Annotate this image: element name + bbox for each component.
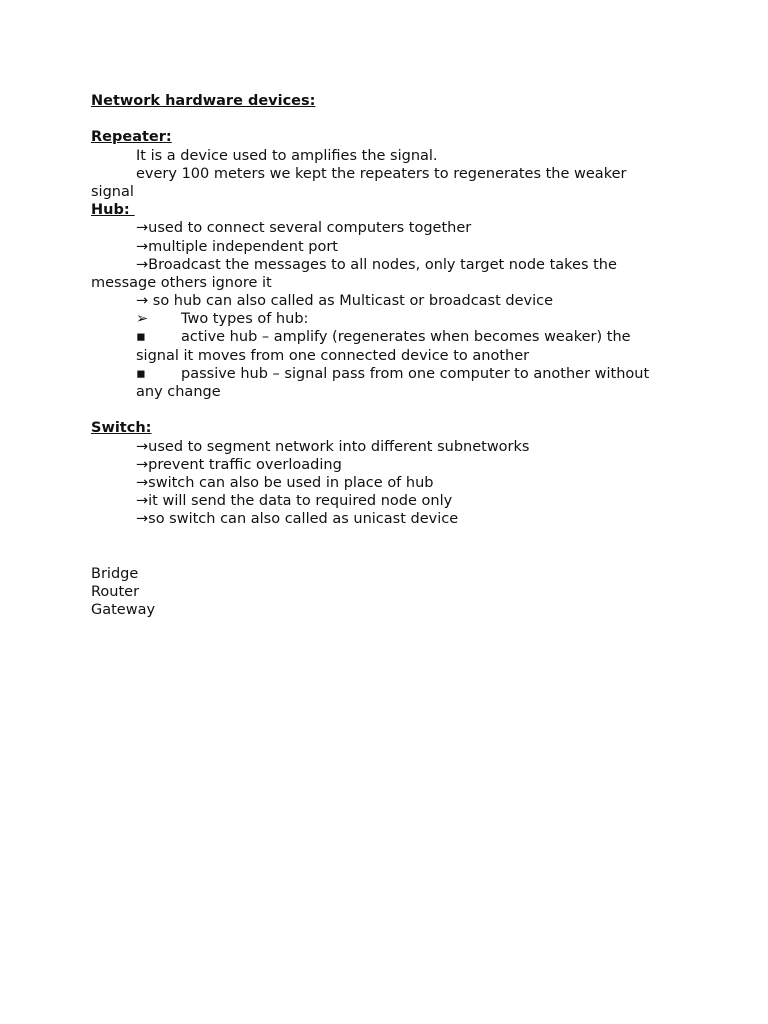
device-gateway: Gateway [91,602,156,619]
hub-item-wrap: message others ignore it [91,274,272,291]
switch-item: →switch can also be used in place of hub [136,474,434,491]
repeater-line-wrap: signal [91,183,134,200]
square-bullet-icon: ▪ [136,365,146,382]
repeater-heading: Repeater: [91,129,172,146]
blank-line [91,110,681,128]
device-router: Router [91,584,140,601]
active-hub-item [91,328,681,346]
device-bridge: Bridge [91,565,139,582]
hub-heading: Hub: [91,202,135,219]
arrowhead-bullet-icon: ➢ [136,311,149,328]
square-bullet-icon: ▪ [136,329,146,346]
passive-hub-wrap: any change [136,384,221,400]
passive-hub-text: passive hub – signal pass from one computer to another without [181,365,650,382]
blank-line [91,529,681,547]
document-title: Network hardware devices: [91,93,316,109]
repeater-line: every 100 meters we kept the repeaters to regenerates the weaker [136,165,627,182]
hub-item: →multiple independent port [136,238,338,255]
switch-item: →so switch can also called as unicast device [136,511,459,528]
switch-item: →prevent traffic overloading [136,456,342,473]
hub-types-item [91,310,681,328]
blank-line [91,547,681,565]
hub-item: → so hub can also called as Multicast or broadcast device [136,293,554,310]
hub-item: →used to connect several computers together [136,220,472,237]
blank-line [91,401,681,419]
switch-heading: Switch: [91,420,152,437]
switch-item: →used to segment network into different subnetworks [136,438,530,455]
active-hub-wrap: signal it moves from one connected device to another [136,347,530,364]
document-body [91,92,681,619]
switch-item: →it will send the data to required node only [136,493,453,510]
hub-item: →Broadcast the messages to all nodes, only target node takes the [136,256,617,273]
hub-types-text: Two types of hub: [181,311,309,328]
repeater-line: It is a device used to amplifies the signal. [136,147,438,164]
active-hub-text: active hub – amplify (regenerates when becomes weaker) the [181,329,631,346]
passive-hub-item [91,365,681,383]
